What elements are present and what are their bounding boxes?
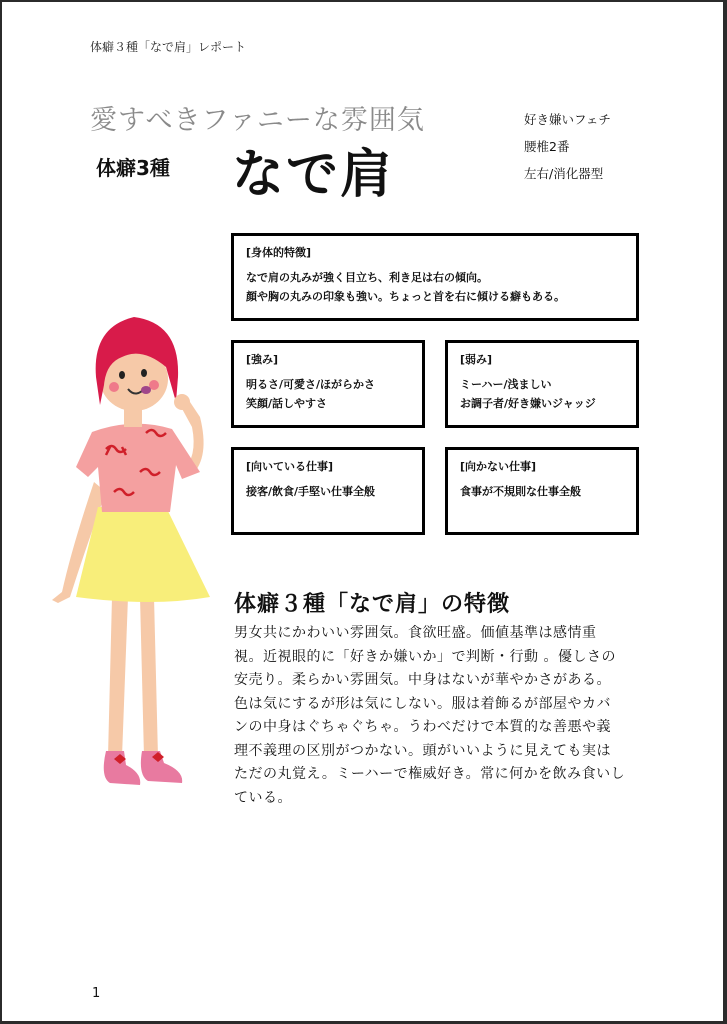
left-eye — [119, 371, 125, 379]
physical-features-box — [231, 233, 639, 321]
section-body — [234, 622, 644, 810]
page-number: 1 — [92, 986, 101, 1001]
character-illustration — [42, 307, 222, 797]
suited-jobs-box — [231, 447, 425, 535]
weaknesses-line: ミーハー/浅ましい — [460, 378, 552, 391]
unsuited-jobs-box — [445, 447, 639, 535]
type-label: 体癖3種 — [96, 156, 170, 180]
body-line: 安売り。柔らかい雰囲気。中身はないが華やかさがある。 — [234, 672, 611, 688]
skirt — [76, 507, 210, 602]
strengths-line: 明るさ/可愛さ/ほがらかさ — [246, 378, 376, 391]
report-page — [2, 2, 723, 1021]
strengths-title: [強み] — [246, 353, 279, 366]
weaknesses-line: お調子者/好き嫌いジャッジ — [460, 397, 596, 410]
subtitle: 愛すべきファニーな雰囲気 — [90, 105, 425, 136]
body-line: 色は気にするが形は気にしない。服は着飾るが部屋やカバ — [234, 695, 611, 712]
side-tag: 左右/消化器型 — [524, 166, 604, 181]
left-cheek — [109, 382, 119, 392]
side-tag: 腰椎2番 — [524, 139, 570, 154]
physical-features-line: なで肩の丸みが強く目立ち、利き足は右の傾向。 — [246, 271, 488, 284]
strengths-line: 笑顔/話しやすさ — [246, 397, 328, 410]
left-leg — [108, 597, 128, 757]
weaknesses-box — [445, 340, 639, 428]
body-line: ただの丸覚え。ミーハーで権威好き。常に何かを飲み食いし — [234, 766, 626, 782]
physical-features-line: 顔や胸の丸みの印象も強い。ちょっと首を右に傾ける癖もある。 — [246, 290, 565, 303]
side-tag: 好き嫌いフェチ — [524, 112, 611, 127]
body-line: ンの中身はぐちゃぐちゃ。うわべだけで本質的な善悪や義 — [234, 719, 611, 735]
running-header: 体癖３種「なで肩」レポート — [90, 40, 247, 54]
body-line: 男女共にかわいい雰囲気。食欲旺盛。価値基準は感情重 — [234, 625, 597, 641]
section-heading: 体癖３種「なで肩」の特徴 — [234, 592, 511, 617]
side-tags — [524, 106, 611, 187]
strengths-box — [231, 340, 425, 428]
right-eye — [141, 369, 147, 377]
unsuited-jobs-line: 食事が不規則な仕事全般 — [460, 485, 581, 498]
suited-jobs-line: 接客/飲食/手堅い仕事全般 — [246, 485, 376, 498]
physical-features-title: [身体的特徴] — [246, 246, 312, 259]
main-title: なで肩 — [232, 145, 395, 205]
body-line: ている。 — [234, 789, 292, 806]
right-leg — [140, 597, 158, 757]
tongue — [141, 386, 151, 394]
weaknesses-title: [弱み] — [460, 353, 493, 366]
suited-jobs-title: [向いている仕事] — [246, 460, 334, 473]
body-line: 理不義理の区別がつかない。頭がいいように見えても実は — [234, 742, 611, 759]
hand — [174, 394, 190, 410]
unsuited-jobs-title: [向かない仕事] — [460, 460, 537, 473]
body-line: 視。近視眼的に「好きか嫌いか」で判断・行動 。優しさの — [234, 648, 616, 665]
